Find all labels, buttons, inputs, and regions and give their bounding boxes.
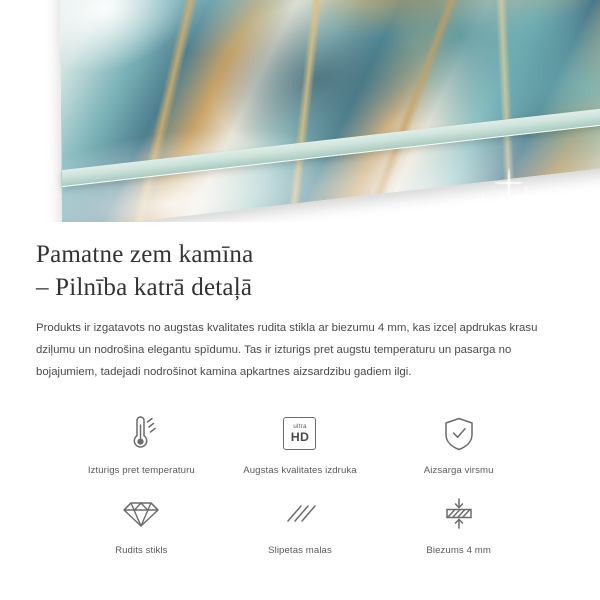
marble-glass-panel-image [60,0,600,222]
diamond-icon [121,492,161,536]
hero-image [0,0,600,222]
feature-item-polished-edges [221,492,380,556]
sparkle-icon [516,186,536,206]
feature-label: Rudits stikls [115,544,168,556]
feature-item-temperature [62,412,221,476]
ultra-hd-badge-bottom: HD [290,430,310,445]
feature-label: Biezums 4 mm [426,544,491,556]
feature-item-thickness [379,492,538,556]
thermometer-icon [123,412,159,456]
sparkle-icon [476,192,490,206]
content-section [0,222,600,556]
marble-highlight [60,0,600,222]
description-text: Produkts ir izgatavots no augstas kvalitates rudita stikla ar biezumu 4 mm, kas izceļ apdrukas krasu dziļumu un nodrošina elegantu spīdumu. Tas ir izturigs pret augstu temperaturu un pasarga no bojajumiem, tadejadi nodrošinot kamina apkartnes aizsardzibu gadiem ilgi. [36,322,538,378]
feature-label: Augstas kvalitates izdruka [243,464,357,476]
page-title [36,238,564,304]
headline-line-2: – Pilnība katrā detaļā [36,274,253,301]
ultra-hd-badge-top: ultra [293,422,307,430]
headline-line-1: Pamatne zem kamīna [36,241,254,268]
feature-label: Slipetas malas [268,544,332,556]
feature-label: Aizsarga virsmu [423,464,494,476]
ultra-hd-icon [283,412,316,456]
feature-item-tempered-glass [62,492,221,556]
feature-item-print-quality [221,412,380,476]
shield-check-icon [442,412,476,456]
feature-grid [36,412,564,556]
polished-edges-icon [281,492,319,536]
feature-label: Izturigs pret temperaturu [87,464,195,476]
feature-item-surface-protection [379,412,538,476]
thickness-icon [439,492,479,536]
